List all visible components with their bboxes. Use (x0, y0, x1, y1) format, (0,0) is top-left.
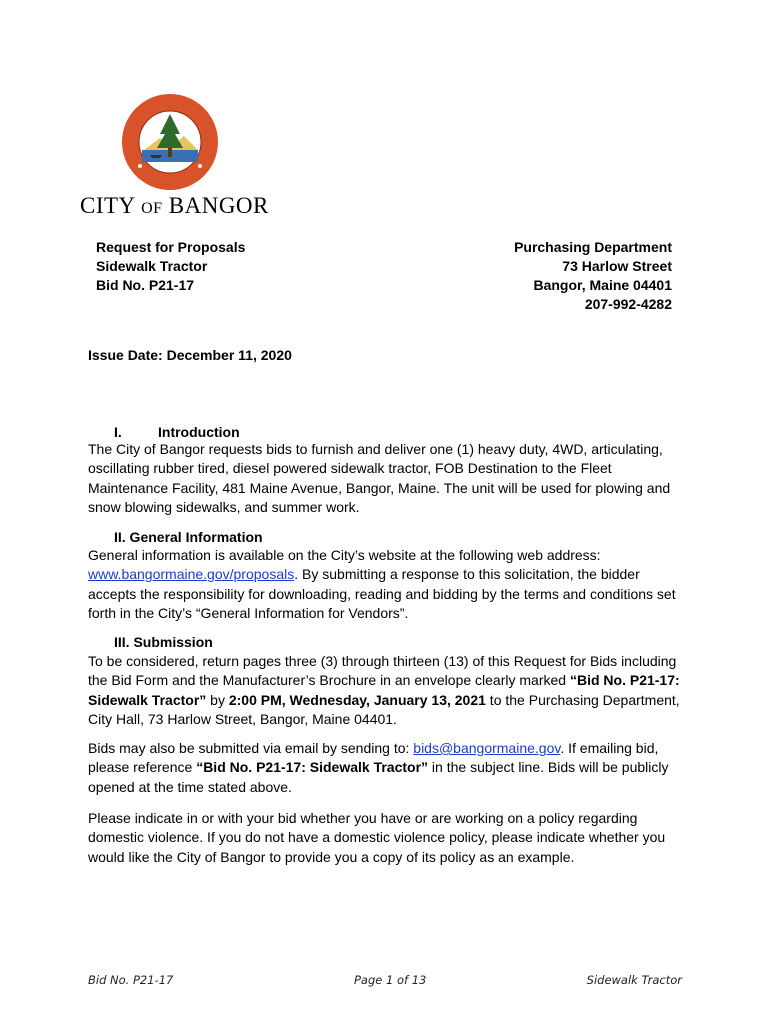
submission-p1-c: to the Purchasing Department, City Hall, 73 Harlow Street, Bangor, Maine 04401. (88, 691, 680, 727)
submission-p1-b: by (206, 691, 229, 708)
section-general-title: II. General Information (114, 529, 263, 545)
submission-p2-c: in the subject line. Bids will be publicly opened at the time stated above. (88, 759, 669, 795)
department-name: Purchasing Department (514, 239, 672, 255)
submission-paragraph-1 (88, 652, 688, 729)
submission-p2-a: Bids may also be submitted via email by sending to: (88, 740, 414, 756)
proposals-link[interactable]: www.bangormaine.gov/proposals (88, 566, 295, 583)
issue-date: Issue Date: December 11, 2020 (88, 347, 292, 363)
wordmark-city: CITY (80, 193, 135, 218)
street-address: 73 Harlow Street (562, 258, 672, 274)
phone-number: 207-992-4282 (584, 296, 672, 312)
rfp-bid-number: Bid No. P21-17 (96, 277, 195, 293)
contact-block (514, 238, 672, 314)
rfp-type: Request for Proposals (96, 239, 246, 255)
rfp-subject: Sidewalk Tractor (96, 258, 208, 274)
bids-email-link[interactable]: bids@bangormaine.gov (413, 740, 561, 756)
submission-paragraph-3: Please indicate in or with your bid whether you have or are working on a policy regarding domestic violence. If you do not have a domestic violence policy, please indicate whether you would like the City of Bangor to provide you a copy of its policy as an example. (88, 810, 666, 865)
wordmark-bangor: BANGOR (168, 193, 269, 218)
section-intro-numeral: I. (114, 424, 122, 440)
submission-p2-b: . If emailing bid, please reference (88, 740, 659, 776)
footer-page-number: Page 1 of 13 (354, 973, 427, 987)
submission-p2-bid-label: “Bid No. P21-17: Sidewalk Tractor” (196, 759, 429, 776)
submission-p1-a: To be considered, return pages three (3) through thirteen (13) of this Request for Bids including the Bid Form and the Manufacturer’s Brochure in an envelope clearly marked (88, 653, 677, 689)
submission-deadline: 2:00 PM, Wednesday, January 13, 2021 (228, 691, 486, 708)
general-body-part-b: . By submitting a response to this solicitation, the bidder accepts the responsibility for downloading, reading and bidding by the terms and conditions set forth in the City’s “General Information for Vendors”. (88, 566, 676, 621)
section-intro-body: The City of Bangor requests bids to furnish and deliver one (1) heavy duty, 4WD, articulating, oscillating rubber tired, diesel powered sidewalk tractor, FOB Destination to the Fleet Maintenance Facility, 481 Maine Avenue, Bangor, Maine. The unit will be used for plowing and snow blowing sidewalks, and summer work. (88, 441, 671, 515)
section-intro-title: Introduction (158, 424, 240, 440)
submission-paragraph-2 (88, 739, 688, 797)
footer-title: Sidewalk Tractor (586, 973, 682, 987)
rfp-header-left (96, 238, 245, 295)
section-submission-title: III. Submission (114, 634, 213, 650)
footer-bid-number: Bid No. P21-17 (88, 973, 174, 987)
city-seal-logo (120, 92, 220, 192)
city-state-zip: Bangor, Maine 04401 (533, 277, 672, 293)
submission-p1-bid-label: “Bid No. P21-17: Sidewalk Tractor” (88, 672, 680, 708)
general-body-part-a: General information is available on the City’s website at the following web address: (88, 547, 601, 563)
city-of-bangor-wordmark (80, 193, 269, 219)
wordmark-of: OF (141, 200, 163, 217)
section-general-body (88, 546, 688, 623)
